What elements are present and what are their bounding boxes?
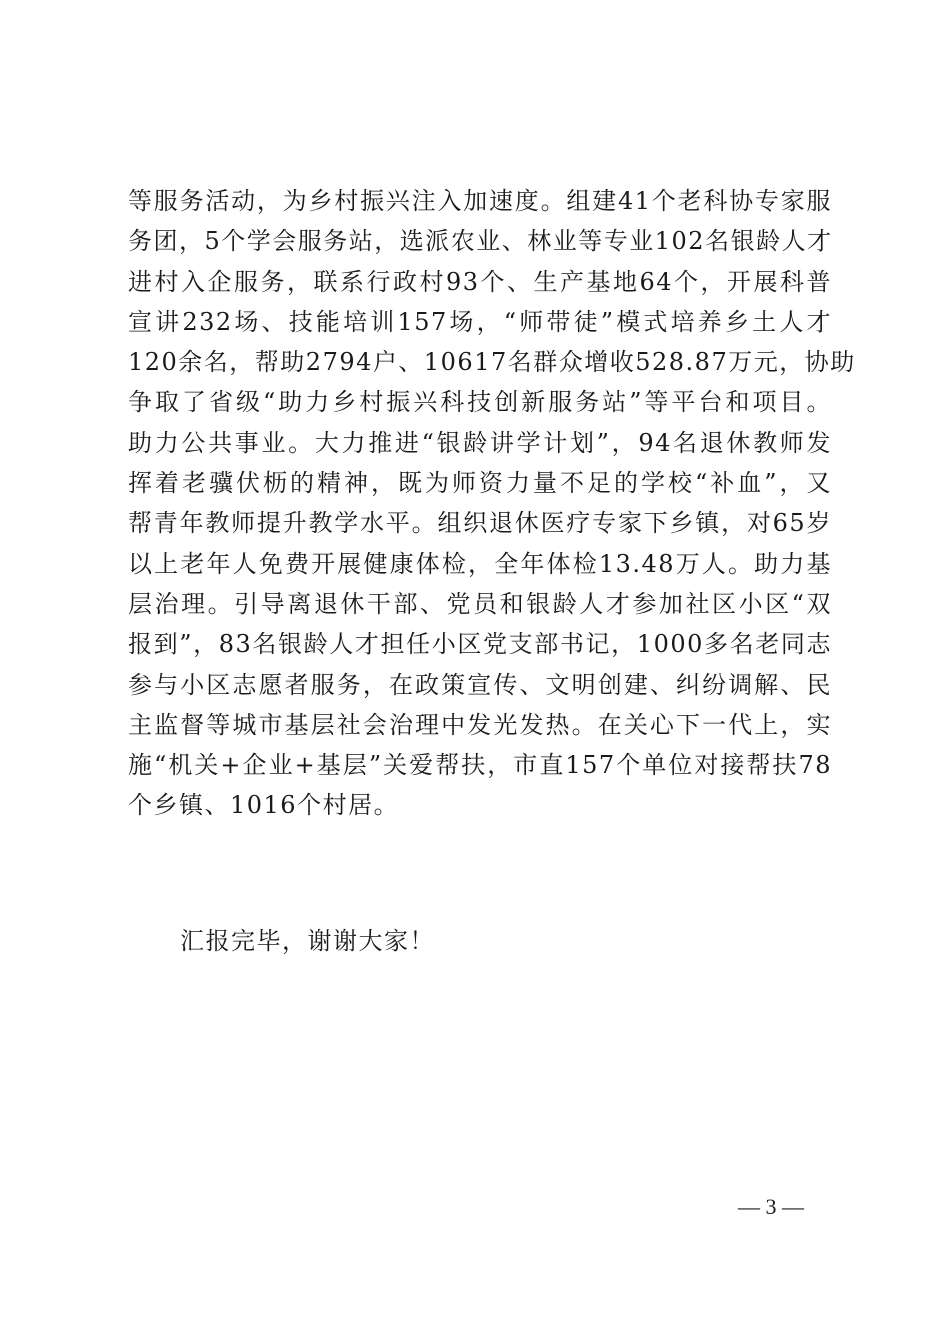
- body-line: 进村入企服务，联系行政村93个、生产基地64个，开展科普: [128, 267, 832, 296]
- body-line: 个乡镇、1016个村居。: [128, 791, 400, 820]
- body-line: 助力公共事业。大力推进“银龄讲学计划”，94名退休教师发: [128, 428, 832, 457]
- body-paragraph: [128, 181, 856, 826]
- body-line: 参与小区志愿者服务，在政策宣传、文明创建、纠纷调解、民: [128, 670, 832, 699]
- body-line: 挥着老骥伏枥的精神，既为师资力量不足的学校“补血”，又: [128, 469, 832, 498]
- body-line: 等服务活动，为乡村振兴注入加速度。组建41个老科协专家服: [128, 187, 832, 215]
- body-line: 报到”，83名银龄人才担任小区党支部书记，1000多名老同志: [128, 630, 832, 659]
- body-line: 层治理。引导离退休干部、党员和银龄人才参加社区小区“双: [128, 589, 832, 618]
- body-line: 争取了省级“助力乡村振兴科技创新服务站”等平台和项目。: [128, 388, 832, 417]
- body-line: 以上老年人免费开展健康体检，全年体检13.48万人。助力基: [128, 549, 832, 578]
- page-number: — 3 —: [738, 1194, 804, 1219]
- closing-remark: 汇报完毕，谢谢大家！: [180, 927, 435, 955]
- body-line: 宣讲232场、技能培训157场，“师带徒”模式培养乡土人才: [128, 307, 832, 336]
- body-line: 务团，5个学会服务站，选派农业、林业等专业102名银龄人才: [128, 227, 833, 256]
- body-line: 主监督等城市基层社会治理中发光发热。在关心下一代上，实: [128, 710, 832, 739]
- body-line: 120余名，帮助2794户、10617名群众增收528.87万元，协助: [128, 348, 856, 377]
- body-line: 帮青年教师提升教学水平。组织退休医疗专家下乡镇，对65岁: [128, 509, 832, 538]
- body-line: 施“机关+企业+基层”关爱帮扶，市直157个单位对接帮扶78: [128, 751, 832, 780]
